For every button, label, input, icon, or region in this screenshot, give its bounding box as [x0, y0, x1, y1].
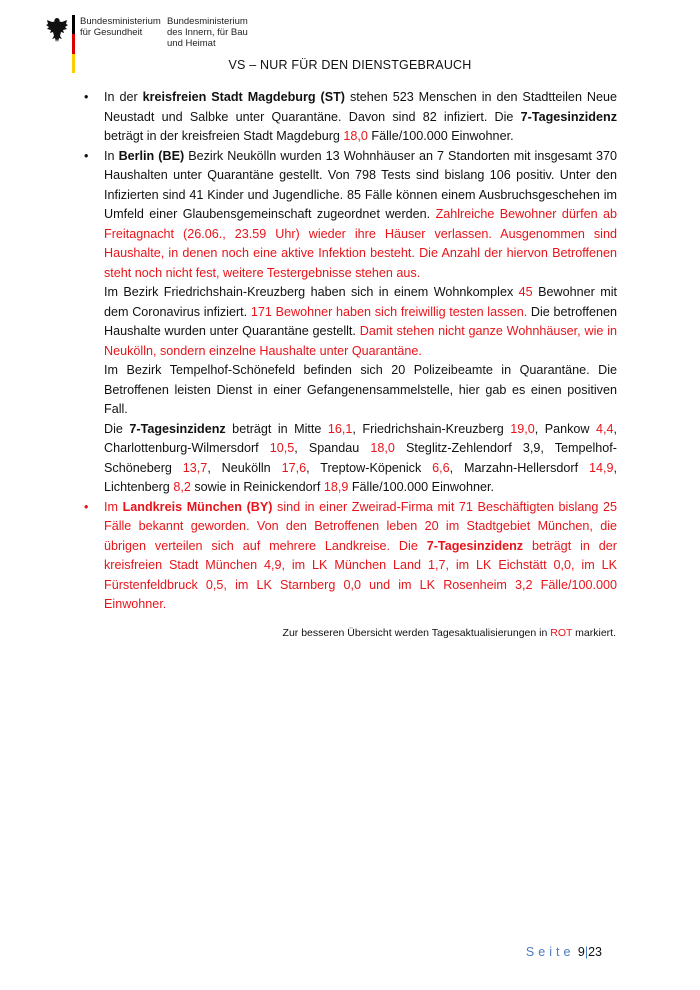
text-run: 7-Tagesinzidenz — [426, 538, 524, 553]
text-run: Steglitz-Zehlendorf 3,9, Tempelhof-Schöneberg — [104, 441, 617, 475]
list-item — [84, 88, 617, 147]
text-run: stehen 523 Menschen in den Stadtteilen Neue Neustadt und Salbke unter Quarantäne. Davon sind 82 infiziert. Die — [104, 90, 617, 124]
text-run: 13,7 — [182, 460, 208, 475]
text-run: 171 Bewohner haben sich freiwillig testen lassen. — [250, 304, 528, 319]
note-highlight: ROT — [550, 627, 573, 639]
text-run: 7-Tagesinzidenz — [520, 109, 617, 124]
text-run: 8,2 — [173, 480, 191, 494]
text-run: , Neukölln — [207, 460, 282, 475]
bullet-dot-icon: • — [84, 499, 89, 514]
classification-label: VS – NUR FÜR DEN DIENSTGEBRAUCH — [228, 58, 472, 72]
ministry-health — [80, 16, 161, 38]
text-run: 45 — [518, 285, 533, 299]
report-body — [84, 88, 617, 615]
text-run: sind in einer Zweirad-Firma mit 71 Beschäftigten bislang 25 Fälle bekannt geworden. Von den Betroffenen leben 20 im Stadtgebiet München, die übrigen verteilen sich auf mehrere Landkreise. Die — [104, 499, 617, 553]
text-run: Damit stehen nicht ganze Wohnhäuser, wie in Neukölln, sondern einzelne Haushalte unter Quarantäne. — [104, 324, 617, 358]
ministry-health-line: Bundesministerium — [80, 16, 161, 27]
text-run: , Lichtenberg — [104, 460, 617, 494]
text-run: Im Bezirk Friedrichshain-Kreuzberg haben sich in einem Wohnkomplex — [104, 285, 519, 299]
text-run: Die — [104, 421, 130, 436]
text-run: Bezirk Neukölln wurden 13 Wohnhäuser an 7 Standorten mit insgesamt 370 Haushalten unter Quarantäne gestellt. Von 798 Tests sind bislang 106 positiv. Unter den Infizierten sind 41 Kinder und Jugendliche. 85 Fälle können einem Ausbruchsgeschehen im Umfeld einer Glaubensgemeinschaft zugeordnet werden. — [104, 148, 617, 221]
paragraph — [104, 420, 617, 498]
text-run: kreisfreien Stadt Magdeburg (ST) — [142, 90, 345, 104]
text-run: 18,0 — [343, 129, 368, 143]
paragraph — [104, 283, 617, 361]
legend-note — [283, 627, 616, 639]
ministry-health-line: für Gesundheit — [80, 27, 143, 38]
text-run: sowie in Reinickendorf — [190, 480, 324, 494]
flag-stripe-black — [72, 15, 75, 34]
page-separator: | — [584, 945, 589, 959]
federal-eagle-icon — [46, 17, 68, 43]
text-run: In der — [104, 90, 143, 104]
flag-stripe-red — [72, 34, 75, 54]
text-run: , Pankow — [534, 421, 596, 436]
text-run: 16,1 — [327, 421, 353, 436]
text-run: 18,9 — [323, 480, 349, 494]
page-footer — [526, 945, 602, 959]
text-run: beträgt in Mitte — [225, 421, 328, 436]
text-run: Im — [104, 499, 123, 514]
text-run: Zahlreiche Bewohner dürfen ab Freitagnacht (26.06., 23.59 Uhr) wieder ihre Häuser verlassen. Ausgenommen sind Haushalte, in denen noch eine aktive Infektion besteht. Die Anzahl der hiervon Betroffenen steht noch nicht fest, weitere Testergebnisse stehen aus. — [104, 207, 617, 280]
text-run: , Friedrichshain-Kreuzberg — [352, 421, 511, 436]
ministry-interior — [167, 16, 248, 49]
list-item — [84, 498, 617, 615]
text-run: Die betroffenen Haushalte wurden unter Quarantäne gestellt. — [104, 304, 618, 338]
page-label: Seite — [525, 945, 575, 959]
text-run: Im Bezirk Tempelhof-Schönefeld befinden sich 20 Polizeibeamte in Quarantäne. Die Betroffenen leisten Dienst in einer Gefangenensammelstelle, hier gab es einen positiven Fall. — [104, 363, 617, 416]
text-run: Berlin (BE) — [118, 148, 185, 163]
bullet-dot-icon: • — [84, 90, 89, 104]
note-text: Zur besseren Übersicht werden Tagesaktualisierungen in — [282, 627, 551, 639]
text-run: 4,4 — [596, 421, 614, 436]
list-item — [84, 147, 617, 498]
bullet-list — [84, 88, 617, 615]
paragraph — [104, 498, 617, 615]
paragraph — [104, 88, 617, 147]
text-run: beträgt in der kreisfreien Stadt Magdeburg — [104, 129, 344, 143]
text-run: 10,5 — [269, 441, 295, 455]
ministry-interior-line: Bundesministerium — [167, 16, 248, 27]
text-run: 6,6 — [432, 460, 450, 475]
text-run: 7-Tagesinzidenz — [129, 421, 226, 436]
text-run: 17,6 — [281, 460, 307, 475]
text-run: 19,0 — [510, 421, 535, 436]
page-total: 23 — [588, 945, 602, 959]
text-run: 14,9 — [588, 460, 614, 475]
paragraph — [104, 147, 617, 284]
text-run: Fälle/100.000 Einwohner. — [367, 129, 514, 143]
text-run: 18,0 — [370, 441, 395, 455]
text-run: beträgt in der kreisfreien Stadt München 4,9, im LK München Land 1,7, im LK Eichstätt 0,0, im LK Fürstenfeldbruck 0,5, im LK Starnberg 0,0 und im LK Rosenheim 3,2 Fälle/100.000 Einwohner. — [104, 538, 617, 611]
text-run: Bewohner mit dem Coronavirus infiziert. — [104, 285, 617, 319]
text-run: , Spandau — [294, 441, 371, 455]
paragraph — [104, 361, 617, 420]
text-run: Fälle/100.000 Einwohner. — [348, 480, 494, 494]
text-run: , Treptow-Köpenick — [306, 460, 433, 475]
text-run: Landkreis München (BY) — [122, 499, 273, 514]
text-run: , Marzahn-Hellersdorf — [449, 460, 589, 475]
text-run: , Charlottenburg-Wilmersdorf — [104, 421, 618, 455]
note-text-end: markiert. — [572, 627, 616, 639]
bullet-dot-icon: • — [84, 148, 89, 163]
page-number: 9 — [577, 945, 585, 959]
text-run: In — [104, 148, 119, 163]
ministry-interior-line: und Heimat — [167, 38, 216, 49]
ministry-interior-line: des Innern, für Bau — [167, 27, 248, 38]
